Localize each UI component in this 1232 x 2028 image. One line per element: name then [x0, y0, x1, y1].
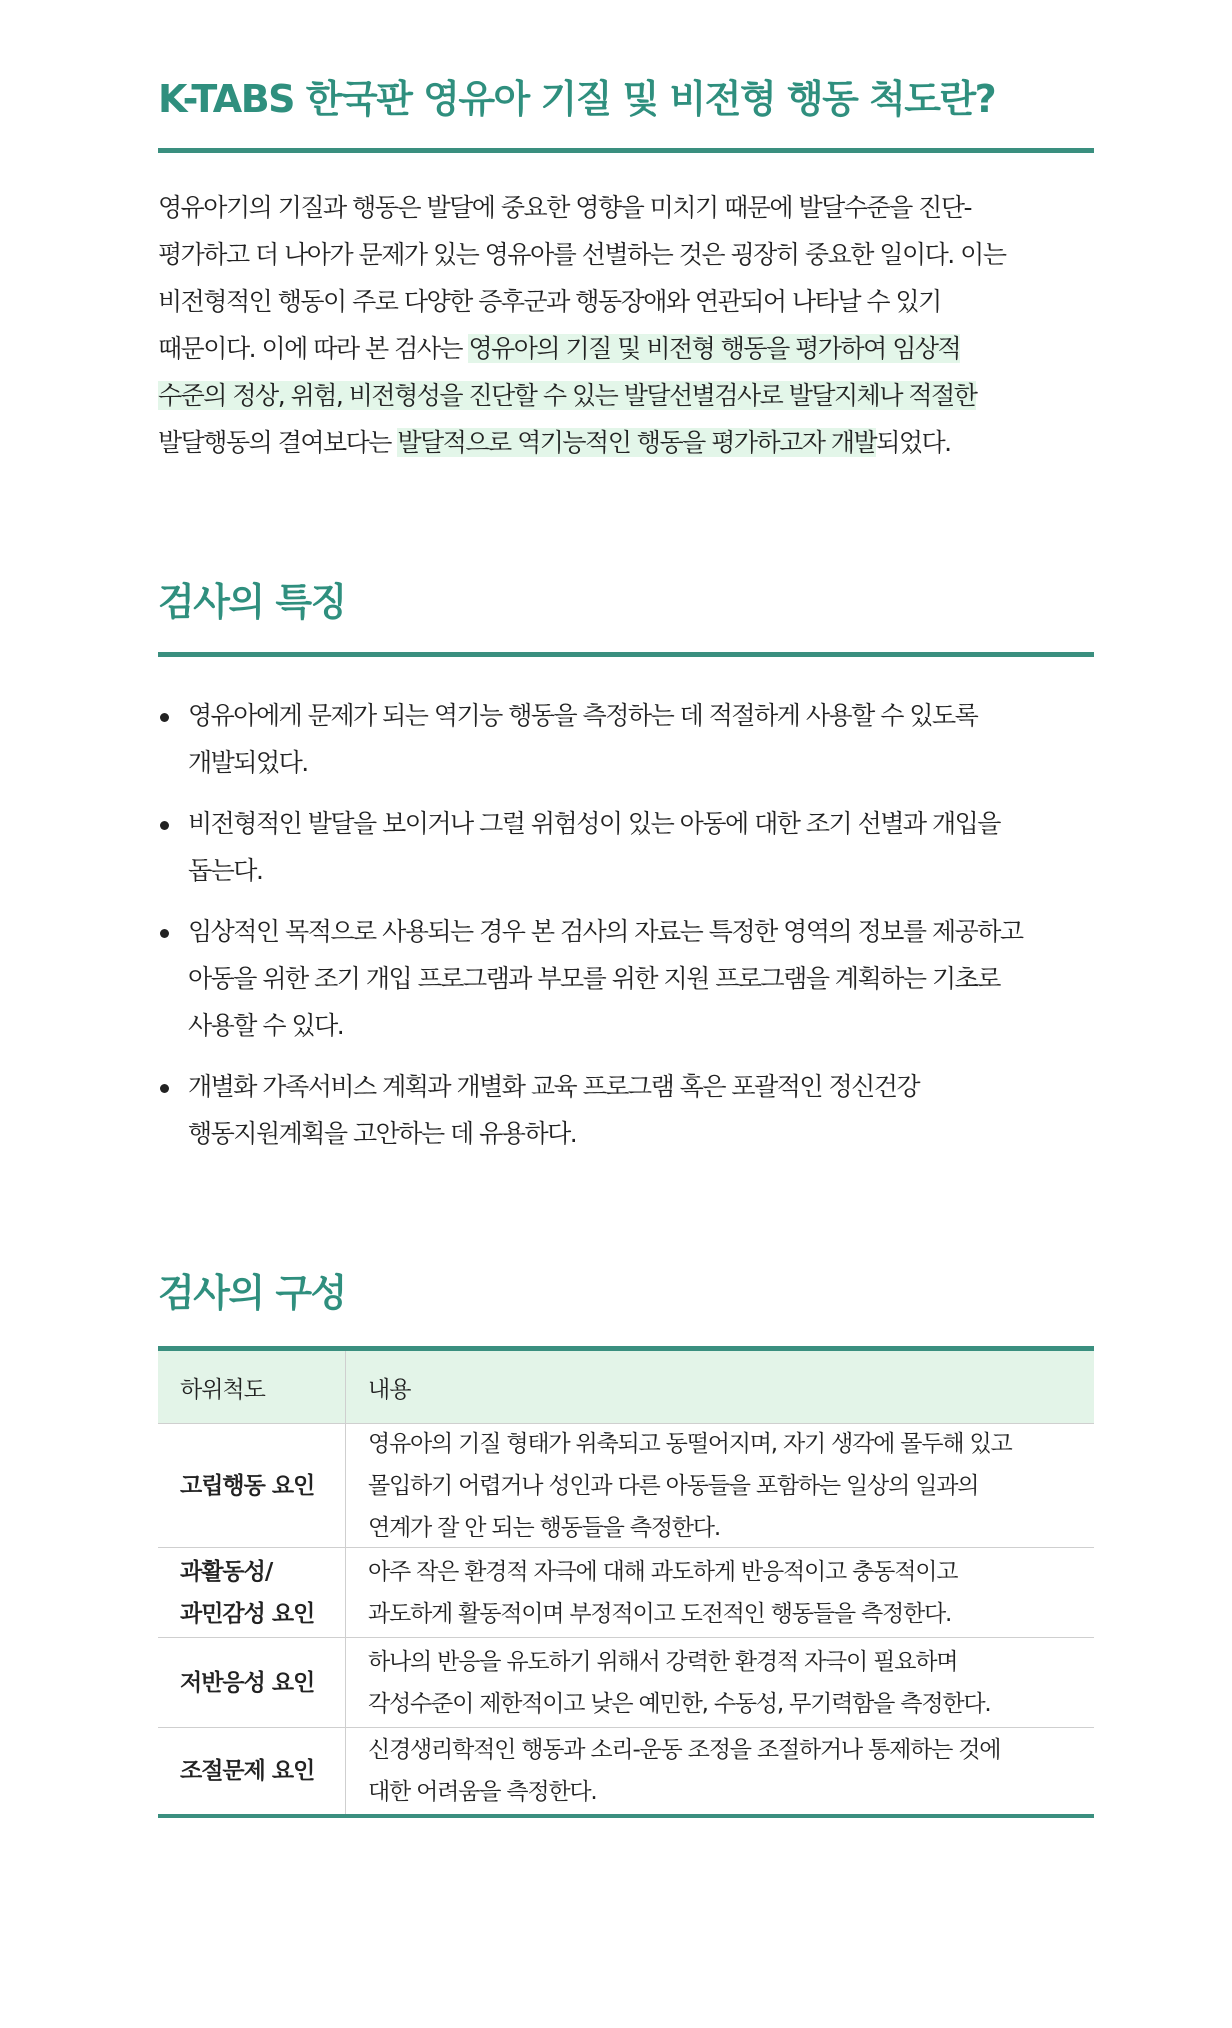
- scale-cell: [158, 1728, 346, 1814]
- header-content: 내용: [368, 1376, 411, 1403]
- highlighted-text: 수준의 정상, 위험, 비전형성을 진단할 수 있는 발달선별검사로 발달지체나 적절한: [158, 381, 977, 410]
- intro-text: 때문이다. 이에 따라 본 검사는: [158, 334, 469, 363]
- content-text: 과도하게 활동적이며 부정적이고 도전적인 행동들을 측정한다.: [368, 1600, 952, 1627]
- content-cell: [346, 1424, 1094, 1547]
- content-text: 영유아의 기질 형태가 위축되고 동떨어지며, 자기 생각에 몰두해 있고: [368, 1430, 1012, 1457]
- feature-item: [158, 1063, 1094, 1157]
- bullet-icon: [160, 821, 169, 830]
- scale-cell: [158, 1424, 346, 1547]
- content-cell: [346, 1728, 1094, 1814]
- intro-line: [158, 231, 1094, 278]
- feature-text: 영유아에게 문제가 되는 역기능 행동을 측정하는 데 적절하게 사용할 수 있도록: [188, 701, 978, 730]
- feature-text: 비전형적인 발달을 보이거나 그럴 위험성이 있는 아동에 대한 조기 선별과 개입을: [188, 809, 1000, 838]
- scale-name: 고립행동 요인: [180, 1472, 315, 1499]
- content-cell: [346, 1638, 1094, 1727]
- content-text: 하나의 반응을 유도하기 위해서 강력한 환경적 자극이 필요하며: [368, 1648, 958, 1675]
- features-divider: [158, 652, 1094, 657]
- intro-text: 발달행동의 결여보다는: [158, 428, 398, 457]
- table-body: [158, 1424, 1094, 1818]
- features-list: [158, 692, 1094, 1171]
- title-divider: [158, 148, 1094, 153]
- table-header: [158, 1346, 1094, 1424]
- intro-line: [158, 325, 1094, 372]
- content-text: 몰입하기 어렵거나 성인과 다른 아동들을 포함하는 일상의 일과의: [368, 1472, 979, 1499]
- composition-heading: 검사의 구성: [158, 1271, 346, 1315]
- feature-text: 돕는다.: [188, 856, 263, 885]
- feature-text: 사용할 수 있다.: [188, 1011, 344, 1040]
- feature-item: [158, 692, 1094, 786]
- scale-cell: [158, 1638, 346, 1727]
- feature-text: 아동을 위한 조기 개입 프로그램과 부모를 위한 지원 프로그램을 계획하는 기초로: [188, 964, 1000, 993]
- intro-line: [158, 419, 1094, 466]
- intro-text: 평가하고 더 나아가 문제가 있는 영유아를 선별하는 것은 굉장히 중요한 일이다. 이는: [158, 240, 1006, 269]
- bullet-icon: [160, 713, 169, 722]
- feature-text: 행동지원계획을 고안하는 데 유용하다.: [188, 1119, 577, 1148]
- scale-name: 과민감성 요인: [180, 1600, 315, 1627]
- table-row: [158, 1638, 1094, 1728]
- table-row: [158, 1728, 1094, 1818]
- content-text: 대한 어려움을 측정한다.: [368, 1779, 597, 1805]
- feature-text: 개발되었다.: [188, 748, 308, 777]
- intro-line: [158, 184, 1094, 231]
- content-text: 연계가 잘 안 되는 행동들을 측정한다.: [368, 1514, 720, 1541]
- page-title: K-TABS 한국판 영유아 기질 및 비전형 행동 척도란?: [158, 77, 996, 121]
- bullet-icon: [160, 929, 169, 938]
- feature-text: 개별화 가족서비스 계획과 개별화 교육 프로그램 혹은 포괄적인 정신건강: [188, 1072, 920, 1101]
- intro-line: [158, 278, 1094, 325]
- bullet-icon: [160, 1084, 169, 1093]
- content-text: 아주 작은 환경적 자극에 대해 과도하게 반응적이고 충동적이고: [368, 1558, 958, 1585]
- header-scale: 하위척도: [158, 1351, 346, 1423]
- feature-item: [158, 908, 1094, 1049]
- highlighted-text: 영유아의 기질 및 비전형 행동을 평가하여 임상적: [468, 334, 961, 363]
- scale-name: 저반응성 요인: [180, 1669, 315, 1696]
- composition-table: [158, 1346, 1094, 1818]
- intro-text: 되었다.: [876, 428, 951, 457]
- feature-text: 임상적인 목적으로 사용되는 경우 본 검사의 자료는 특정한 영역의 정보를 제공하고: [188, 917, 1023, 946]
- table-row: [158, 1424, 1094, 1548]
- content-text: 신경생리학적인 행동과 소리-운동 조정을 조절하거나 통제하는 것에: [368, 1737, 1001, 1763]
- content-text: 각성수준이 제한적이고 낮은 예민한, 수동성, 무기력함을 측정한다.: [368, 1690, 991, 1717]
- content-cell: [346, 1548, 1094, 1637]
- intro-line: [158, 372, 1094, 419]
- feature-item: [158, 800, 1094, 894]
- table-row: [158, 1548, 1094, 1638]
- intro-text: 비전형적인 행동이 주로 다양한 증후군과 행동장애와 연관되어 나타날 수 있기: [158, 287, 941, 316]
- scale-name: 조절문제 요인: [180, 1758, 315, 1784]
- intro-paragraph: [158, 184, 1094, 466]
- highlighted-text: 발달적으로 역기능적인 행동을 평가하고자 개발: [397, 428, 877, 457]
- features-heading: 검사의 특징: [158, 580, 346, 624]
- scale-cell: [158, 1548, 346, 1637]
- intro-text: 영유아기의 기질과 행동은 발달에 중요한 영향을 미치기 때문에 발달수준을 진단-: [158, 193, 971, 222]
- scale-name: 과활동성/: [180, 1558, 273, 1585]
